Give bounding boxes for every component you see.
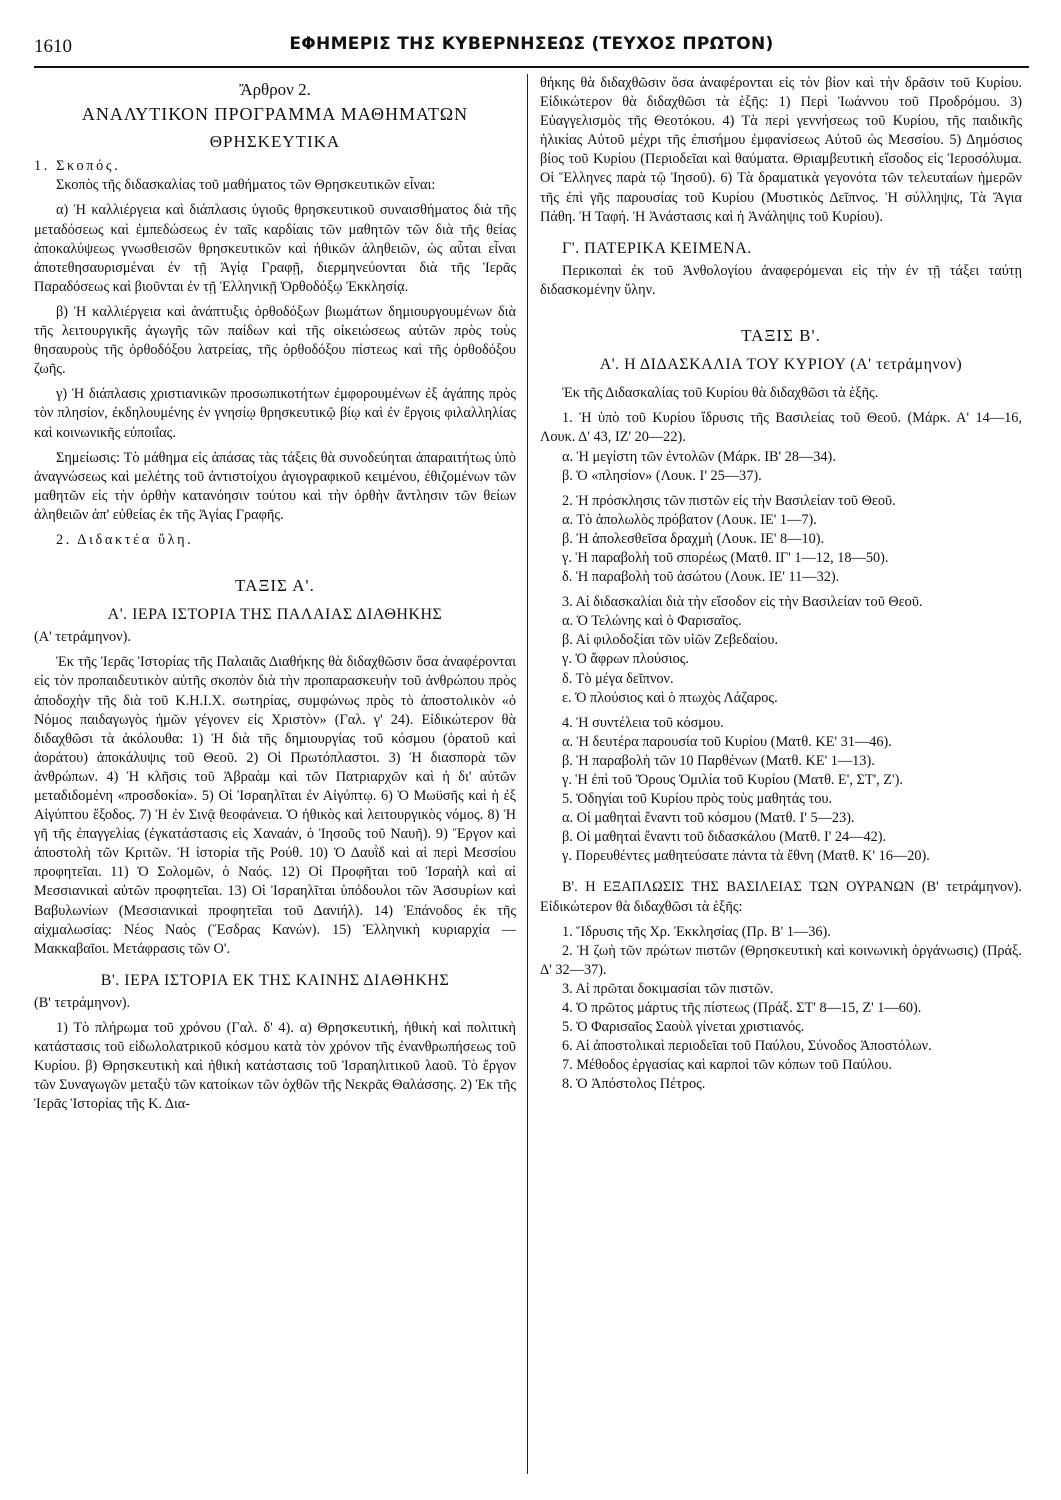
section-c-text: Περικοπαὶ ἐκ τοῦ Ἀνθολογίου ἀναφερόμεναι εἰς τὴν ἐν τῇ τάξει ταύτῃ διδασκομένην ὕλην.	[540, 262, 1022, 298]
aim-a: α) Ἡ καλλιέργεια καὶ διάπλασις ὑγιοῦς θρησκευτικοῦ συναισθήματος διὰ τῆς μεταδόσεως καὶ ἐμπεδώσεως ἐν ταῖς καρδίαις τῶν μαθητῶν τῶν διὰ τῆς θείας ἀποκαλύψεως γνωσθεισῶν θρησκευτικῶν καὶ ἠθικῶν ἀληθειῶν, ὡς αὗται εἶναι ἀποτεθησαυρισμέναι ἐν τῇ Ἁγίᾳ Γραφῇ, διερμηνεύονται διὰ τῆς Ἱερᾶς Παραδόσεως καὶ βιοῦνται ἐν τῇ Ἑλληνικῇ Ὀρθοδόξῳ Ἐκκλησίᾳ.	[34, 202, 516, 295]
unit-1: 1. Ἵδρυσις τῆς Χρ. Ἐκκλησίας (Πρ. Β' 1—36).	[562, 923, 831, 940]
aim-intro: Σκοπὸς τῆς διδασκαλίας τοῦ μαθήματος τῶν Θρησκευτικῶν εἶναι:	[56, 177, 436, 194]
topic-5c: γ. Πορευθέντες μαθητεύσατε πάντα τὰ ἔθνη (Ματθ. Κ' 16—20).	[562, 848, 930, 865]
program-title: ΑΝΑΛΥΤΙΚΟΝ ΠΡΟΓΡΑΜΜΑ ΜΑΘΗΜΑΤΩΝ	[81, 104, 469, 125]
column-divider	[527, 74, 528, 1474]
topic-5a: α. Οἱ μαθηταὶ ἔναντι τοῦ κόσμου (Ματθ. Ι' 5—23).	[562, 810, 855, 827]
topic-2b: β. Ἡ ἀπολεσθεῖσα δραχμὴ (Λουκ. ΙΕ' 8—10).	[562, 530, 825, 547]
aim-heading: 1. Σκοπός.	[34, 158, 121, 175]
section-a-title: Α'. ΙΕΡΑ ΙΣΤΟΡΙΑ ΤΗΣ ΠΑΛΑΙΑΣ ΔΙΑΘΗΚΗΣ	[107, 606, 443, 624]
topic-3a: α. Ὁ Τελώνης καὶ ὁ Φαρισαῖος.	[562, 613, 742, 630]
topic-4a: α. Ἡ δευτέρα παρουσία τοῦ Κυρίου (Ματθ. ΚΕ' 31—46).	[562, 733, 892, 750]
section-ba-title: Α'. Η ΔΙΔΑΣΚΑΛΙΑ ΤΟΥ ΚΥΡΙΟΥ (Α' τετράμηνον)	[599, 356, 963, 374]
unit-8: 8. Ὁ Ἀπόστολος Πέτρος.	[562, 1076, 706, 1093]
topic-2c: γ. Ἡ παραβολὴ τοῦ σπορέως (Ματθ. ΙΓ' 1—12, 18—50).	[562, 549, 889, 566]
section-ba-intro: Ἐκ τῆς Διδασκαλίας τοῦ Κυρίου θὰ διδαχθῶσι τὰ ἑξῆς.	[562, 385, 879, 402]
unit-7: 7. Μέθοδος ἐργασίας καὶ καρποὶ τῶν κόπων τοῦ Παύλου.	[562, 1057, 892, 1074]
section-b-title: Β'. ΙΕΡΑ ΙΣΤΟΡΙΑ ΕΚ ΤΗΣ ΚΑΙΝΗΣ ΔΙΑΘΗΚΗΣ	[100, 971, 450, 989]
topic-3: 3. Αἱ διδασκαλίαι διὰ τὴν εἴσοδον εἰς τὴν Βασιλείαν τοῦ Θεοῦ.	[562, 594, 923, 611]
section-bb-title: Β'. Η ΕΞΑΠΛΩΣΙΣ ΤΗΣ ΒΑΣΙΛΕΙΑΣ ΤΩΝ ΟΥΡΑΝΩΝ (Β' τετράμηνον). Εἰδικώτερον θὰ διδαχθῶσι τὰ ἑξῆς:	[540, 879, 1022, 915]
material-heading: 2. Διδακτέα ὕλη.	[56, 531, 194, 548]
section-c-title: Γ'. ΠΑΤΕΡΙΚΑ ΚΕΙΜΕΝΑ.	[562, 239, 752, 257]
class-a-heading: ΤΑΞΙΣ Α'.	[235, 576, 315, 596]
unit-4: 4. Ὁ πρῶτος μάρτυς τῆς πίστεως (Πράξ. ΣΤ' 8—15, Ζ' 1—60).	[562, 1000, 922, 1017]
subject-title: ΘΡΗΣΚΕΥΤΙΚΑ	[209, 132, 341, 152]
unit-5: 5. Ὁ Φαρισαῖος Σαοὺλ γίνεται χριστιανός.	[562, 1019, 805, 1036]
page-header	[34, 30, 1029, 68]
left-column	[34, 74, 516, 1484]
unit-3: 3. Αἱ πρῶται δοκιμασίαι τῶν πιστῶν.	[562, 980, 774, 997]
right-column	[540, 74, 1022, 1484]
topic-4c: γ. Ἡ ἐπὶ τοῦ Ὄρους Ὁμιλία τοῦ Κυρίου (Ματθ. Ε', ΣΤ', Ζ').	[562, 772, 903, 788]
section-b-text: 1) Τὸ πλήρωμα τοῦ χρόνου (Γαλ. δ' 4). α) Θρησκευτική, ἠθικὴ καὶ πολιτικὴ κατάστασις τοῦ εἰδωλολατρικοῦ κόσμου κατὰ τὸν χρόνον τῆς ἐνανθρωπήσεως τοῦ Κυρίου. β) Θρησκευτικὴ καὶ ἠθικὴ κατάστασις τοῦ Ἰσραηλιτικοῦ λαοῦ. Τὸ ἔργον τῶν Συναγωγῶν μεταξὺ τῶν κατοίκων τῶν ὀχθῶν τῆς Νεκρᾶς Θαλάσσης. 2) Ἐκ τῆς Ἱερᾶς Ἱστορίας τῆς Κ. Δια-	[34, 1020, 516, 1113]
section-b-term: (Β' τετράμηνον).	[34, 994, 131, 1011]
note: Σημείωσις: Τὸ μάθημα εἰς ἁπάσας τὰς τάξεις θὰ συνοδεύηται ἀπαραιτήτως ὑπὸ ἀναγνώσεως καὶ μελέτης τοῦ ἀντιστοίχου ἁγιογραφικοῦ κειμένου, ἐθιζομένων τῶν μαθητῶν εἰς τὴν ὀρθὴν κατανόησιν τούτου καὶ τὴν ὀρθὴν ἄντλησιν τῶν θείων ἀληθειῶν ἀπ' εὐθείας ἐκ τῆς Ἁγίας Γραφῆς.	[34, 449, 516, 523]
topic-3c: γ. Ὁ ἄφρων πλούσιος.	[562, 651, 689, 668]
topic-3d: δ. Τὸ μέγα δεῖπνον.	[562, 670, 674, 687]
topic-5b: β. Οἱ μαθηταὶ ἔναντι τοῦ διδασκάλου (Ματθ. Ι' 24—42).	[562, 829, 887, 846]
section-a-text: Ἐκ τῆς Ἱερᾶς Ἱστορίας τῆς Παλαιᾶς Διαθήκης θὰ διδαχθῶσιν ὅσα ἀναφέρονται εἰς τὸν προπαιδευτικὸν αὐτῆς σκοπὸν διὰ τὴν προπαρασκευὴν τοῦ ἀνθρώπου πρὸς ἀποδοχὴν τῆς διὰ τοῦ Κ.Η.Ι.Χ. σωτηρίας, συμφώνως πρὸς τὸ ἀποστολικὸν «ὁ Νόμος παιδαγωγὸς ἡμῶν γέγονεν εἰς Χριστὸν» (Γαλ. γ' 24). Εἰδικώτερον θὰ διδαχθῶσι τὰ ἀκόλουθα: 1) Ἡ διὰ τῆς δημιουργίας τοῦ κόσμου (ὁρατοῦ καὶ ἀοράτου) ἀποκάλυψις τοῦ Θεοῦ. 2) Οἱ Πρωτόπλαστοι. 3) Ἡ διασπορὰ τῶν ἀνθρώπων. 4) Ἡ κλῆσις τοῦ Ἀβραὰμ καὶ τῶν Πατριαρχῶν καὶ ἡ δι' αὐτῶν μεταδιδομένη «προσδοκία». 5) Οἱ Ἰσραηλῖται ἐν Αἰγύπτῳ. 6) Ὁ Μωϋσῆς καὶ ἡ ἐξ Αἰγύπτου ἔξοδος. 7) Ἡ ἐν Σινᾷ θεοφάνεια. Ὁ ἠθικὸς καὶ λειτουργικὸς νόμος. 8) Ἡ γῆ τῆς ἐπαγγελίας (ἐγκατάστασις εἰς Χαναάν, ὁ Ἰησοῦς τοῦ Ναυῆ). 9) Ἔργον καὶ ἀποστολὴ τῶν Κριτῶν. Ἡ ἱστορία τῆς Ρούθ. 10) Ὁ Δαυῒδ καὶ αἱ περὶ Μεσσίου προφητεῖαι. 11) Ὁ Σολομῶν, ὁ Ναός. 12) Οἱ Προφῆται τοῦ Ἰσραὴλ καὶ αἱ Μεσσιανικαὶ αὐτῶν προφητεῖαι. 13) Οἱ Ἰσραηλῖται ὑπόδουλοι τῶν Ἀσσυρίων καὶ Βαβυλωνίων (Μεσσιανικαὶ προφητεῖαι τοῦ Δανιήλ). 14) Ἐπάνοδος ἐκ τῆς αἰχμαλωσίας: Νέος Ναὸς (Ἔσδρας Κανών). 15) Ἑλληνικὴ κυριαρχία — Μακκαβαῖοι. Μετάφρασις τῶν Ο'.	[34, 654, 516, 957]
aim-c: γ) Ἡ διάπλασις χριστιανικῶν προσωπικοτήτων ἐμφορουμένων ἐξ ἀγάπης πρὸς τὸν πλησίον, ἐκδηλουμένης ἐν γνησίῳ θρησκευτικῷ βίῳ καὶ ἐν ἔργοις φιλαλληλίας καὶ κοινωνικῆς εὐποιΐας.	[34, 386, 516, 441]
topic-2: 2. Ἡ πρόσκλησις τῶν πιστῶν εἰς τὴν Βασιλείαν τοῦ Θεοῦ.	[562, 492, 896, 509]
class-b-heading: ΤΑΞΙΣ Β'.	[741, 326, 821, 346]
topic-1a: α. Ἡ μεγίστη τῶν ἐντολῶν (Μάρκ. ΙΒ' 28—34).	[562, 448, 836, 465]
section-a-term: (Α' τετράμηνον).	[34, 629, 131, 646]
topic-3b: β. Αἱ φιλοδοξίαι τῶν υἱῶν Ζεβεδαίου.	[562, 632, 779, 649]
continued-text: θήκης θὰ διδαχθῶσιν ὅσα ἀναφέρονται εἰς τὸν βίον καὶ τὴν δρᾶσιν τοῦ Κυρίου. Εἰδικώτερον θὰ διδαχθῶσι τὰ ἑξῆς: 1) Περὶ Ἰωάννου τοῦ Προδρόμου. 3) Εὐαγγελισμὸς τῆς Θεοτόκου. 4) Τὰ περὶ γεννήσεως τοῦ Κυρίου, τῆς παιδικῆς ἡλικίας Αὐτοῦ μέχρι τῆς ἐπισήμου ἐμφανίσεως Αὐτοῦ ὡς Μεσσίου. 5) Δημόσιος βίος τοῦ Κυρίου (Περιοδεῖαι καὶ θαύματα. Θριαμβευτικὴ εἴσοδος εἰς Ἱεροσόλυμα. Οἱ Ἕλληνες παρὰ τῷ Ἰησοῦ). 6) Τὰ δραματικὰ γεγονότα τῶν τελευταίων ἡμερῶν τῆς ἐπὶ γῆς παρουσίας τοῦ Κυρίου (Μυστικὸς Δεῖπνος. Ἡ σύλληψις, Τὰ Ἅγια Πάθη. Ἡ Ταφή. Ἡ Ἀνάστασις καὶ ἡ Ἀνάληψις τοῦ Κυρίου).	[540, 75, 1022, 225]
topic-4b: β. Ἡ παραβολὴ τῶν 10 Παρθένων (Ματθ. ΚΕ' 1—13).	[562, 752, 875, 769]
running-title: ΕΦΗΜΕΡΙΣ ΤΗΣ ΚΥΒΕΡΝΗΣΕΩΣ (ΤΕΥΧΟΣ ΠΡΩΤΟΝ)	[289, 34, 774, 54]
article-heading: Ἄρθρον 2.	[239, 80, 311, 99]
aim-b: β) Ἡ καλλιέργεια καὶ ἀνάπτυξις ὀρθοδόξων βιωμάτων δημιουργουμένων διὰ τῆς λειτουργικῆς ἀγωγῆς τῶν παίδων καὶ τῆς οἰκειώσεως αὐτῶν πρὸς τοὺς θησαυροὺς τῆς ὀρθοδόξου λατρείας, τῆς ὀρθοδόξου πίστεως καὶ τῆς ὀρθοδόξου ζωῆς.	[34, 303, 516, 378]
topic-2a: α. Τὸ ἀπολωλὸς πρόβατον (Λουκ. ΙΕ' 1—7).	[562, 511, 817, 528]
page-number: 1610	[34, 36, 72, 57]
topic-2d: δ. Ἡ παραβολὴ τοῦ ἀσώτου (Λουκ. ΙΕ' 11—32).	[562, 569, 840, 586]
topic-1b: β. Ὁ «πλησίον» (Λουκ. Ι' 25—37).	[562, 467, 762, 484]
topic-1: 1. Ἡ ὑπὸ τοῦ Κυρίου ἵδρυσις τῆς Βασιλείας τοῦ Θεοῦ. (Μάρκ. Α' 14—16, Λουκ. Δ' 43, ΙΖ' 20—22).	[540, 410, 1022, 446]
unit-6: 6. Αἱ ἀποστολικαὶ περιοδεῖαι τοῦ Παύλου, Σύνοδος Ἀποστόλων.	[562, 1038, 932, 1055]
topic-3e: ε. Ὁ πλούσιος καὶ ὁ πτωχὸς Λάζαρος.	[562, 689, 778, 706]
topic-5: 5. Ὁδηγίαι τοῦ Κυρίου πρὸς τοὺς μαθητάς του.	[562, 791, 833, 808]
topic-4: 4. Ἡ συντέλεια τοῦ κόσμου.	[562, 714, 724, 731]
unit-2: 2. Ἡ ζωὴ τῶν πρώτων πιστῶν (Θρησκευτικὴ καὶ κοινωνικὴ ὀργάνωσις) (Πράξ. Δ' 32—37).	[540, 942, 1022, 978]
